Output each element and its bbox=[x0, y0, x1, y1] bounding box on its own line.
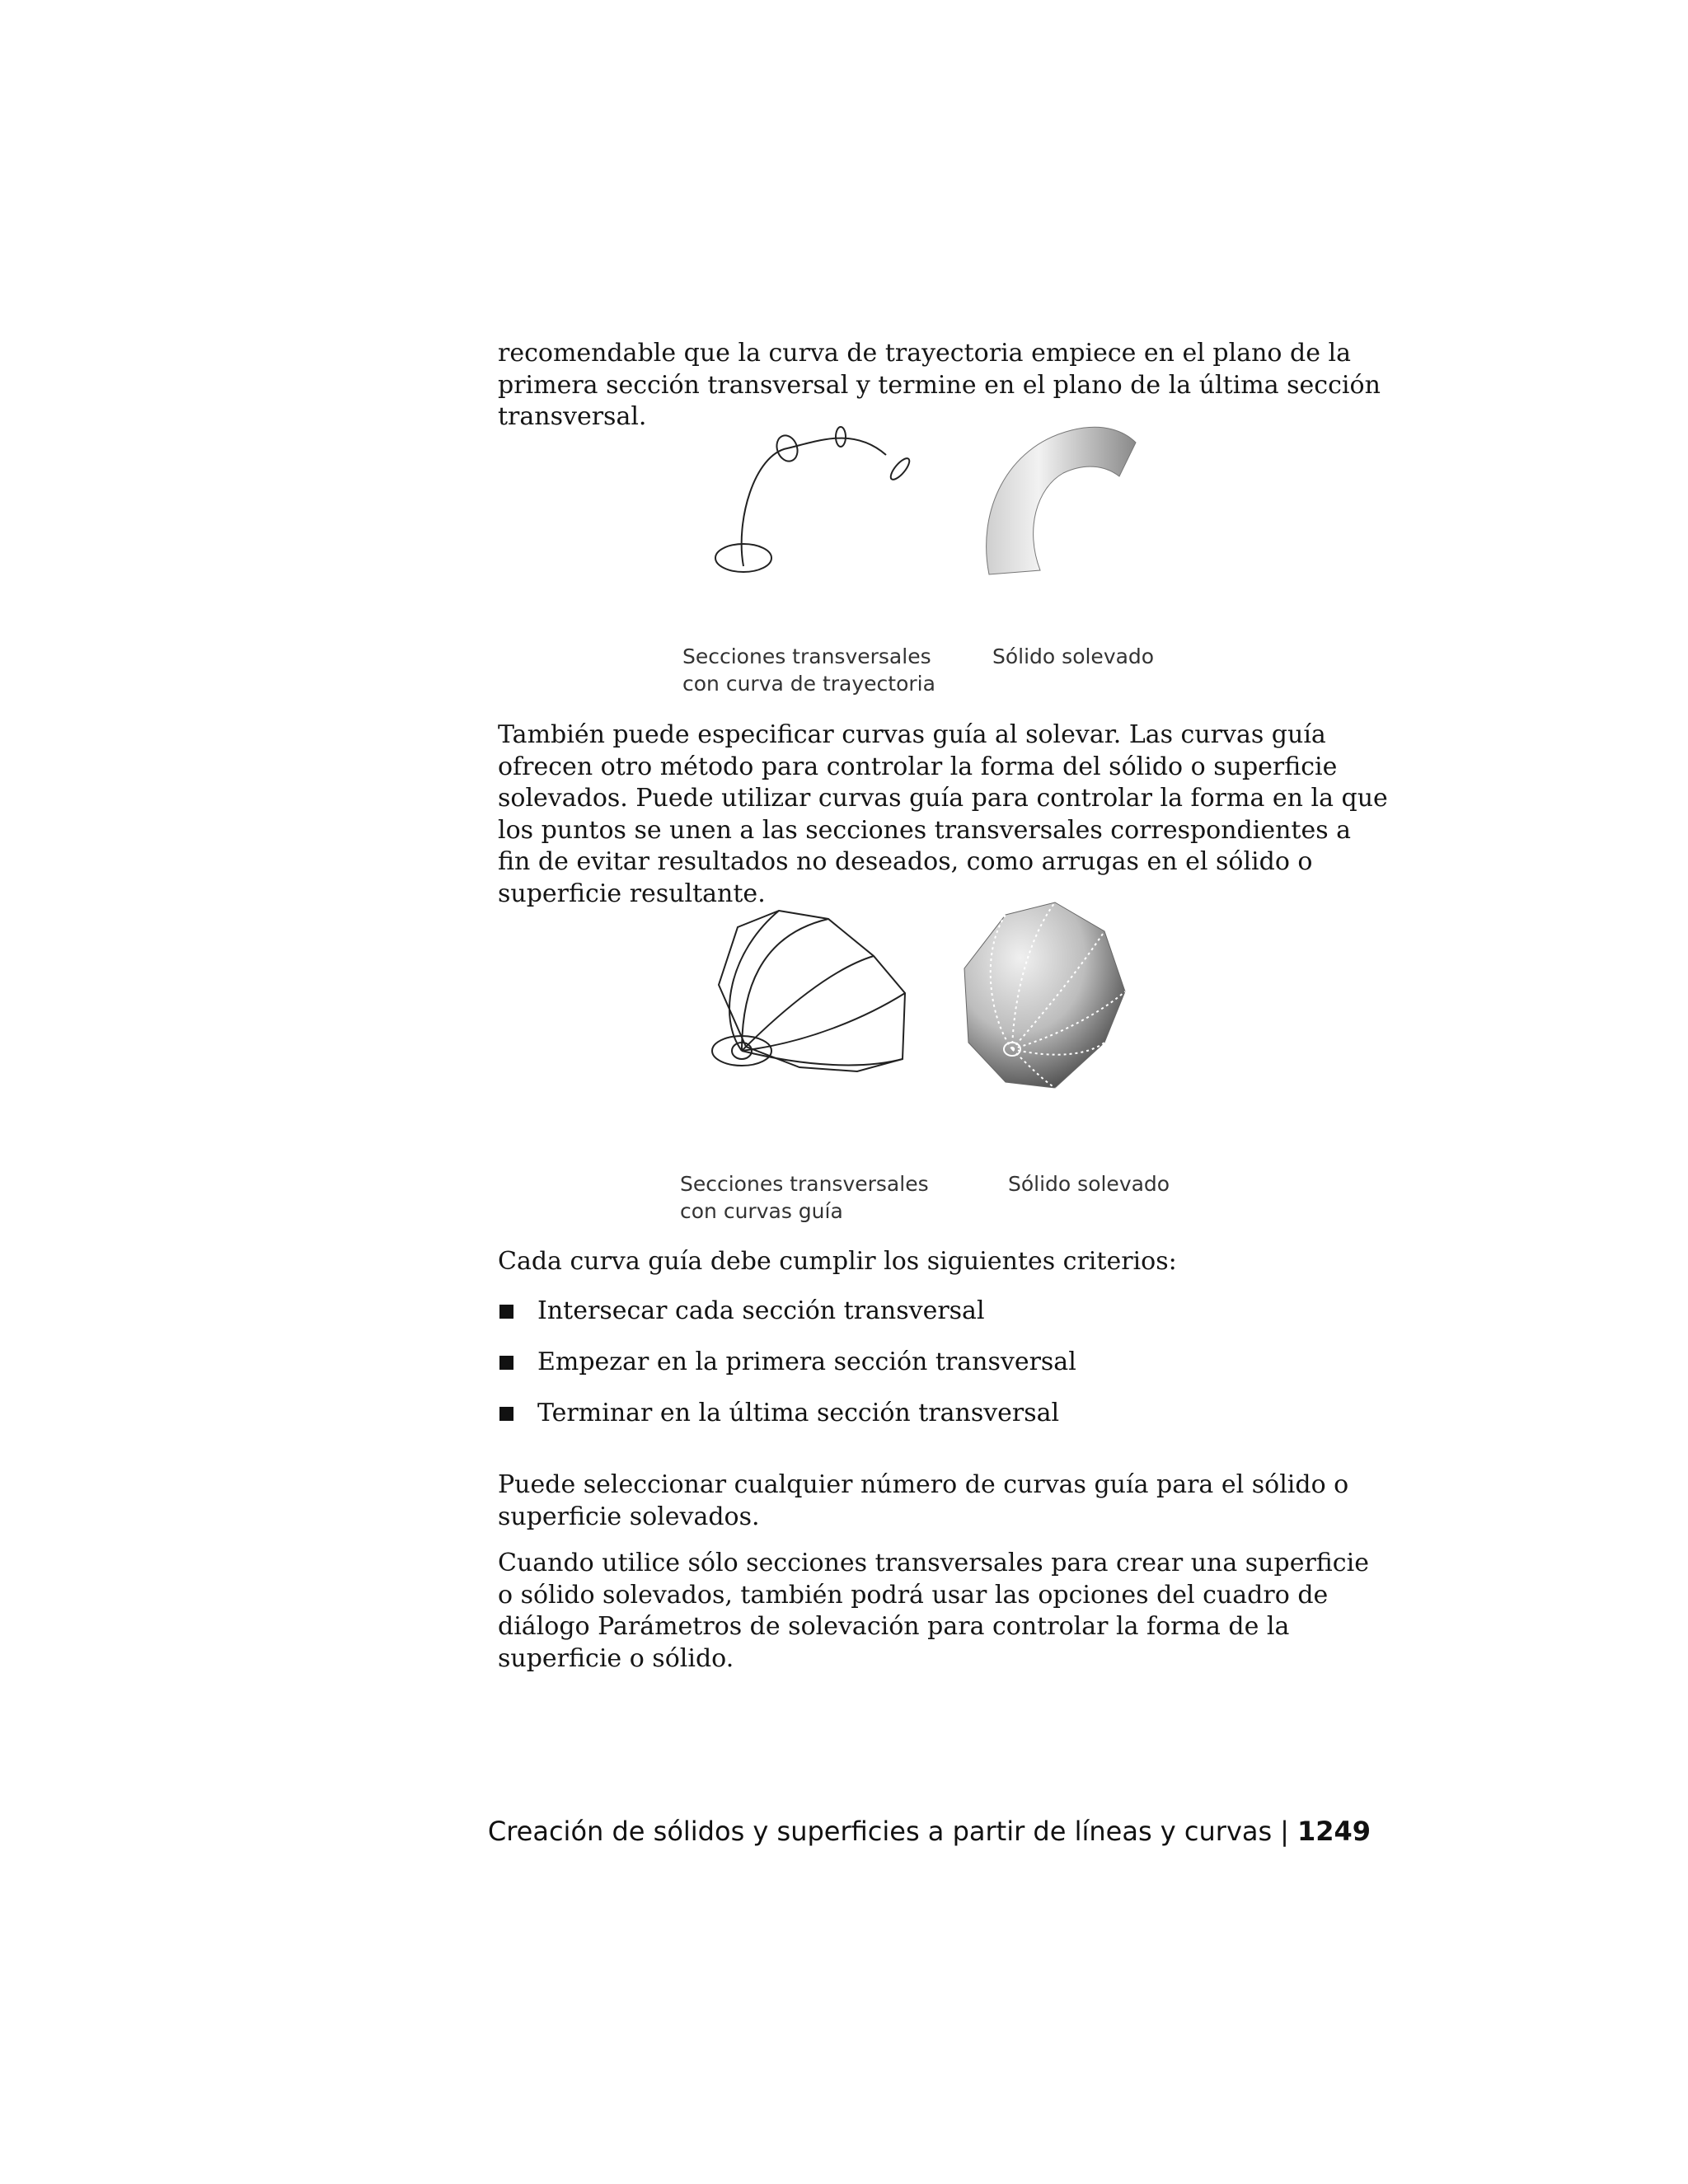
figure2-caption-left-line2: con curvas guía bbox=[680, 1199, 843, 1223]
list-item-text: Empezar en la primera sección transversal bbox=[537, 1347, 1076, 1376]
page-number: 1249 bbox=[1296, 1816, 1371, 1847]
list-item bbox=[498, 1398, 1076, 1449]
paragraph-loft-settings: Cuando utilice sólo secciones transversales para crear una superficie o sólido solevados, también podrá usar las opciones del cuadro de diálogo Parámetros de solevación para controlar la forma de la superficie o sólido. bbox=[498, 1549, 1369, 1673]
paragraph-guide-curves: También puede especificar curvas guía al solevar. Las curvas guía ofrecen otro método para controlar la forma del sólido o superficie solevados. Puede utilizar curvas guía para controlar la forma en la que los puntos se unen a las secciones transversales correspondientes a fin de evitar resultados no deseados, como arrugas en el sólido o superficie resultante. bbox=[498, 720, 1388, 908]
lofted-solid-sphere-drawing bbox=[964, 902, 1125, 1088]
list-item bbox=[498, 1296, 1076, 1347]
figure1-caption-right: Sólido solevado bbox=[992, 644, 1155, 668]
square-bullet-icon bbox=[499, 1356, 513, 1370]
figure2-caption-left bbox=[680, 1170, 929, 1225]
figure-path-curve-sections bbox=[709, 422, 1187, 587]
figure2-caption-right: Sólido solevado bbox=[1008, 1172, 1170, 1196]
figure2-caption-left-line1: Secciones transversales bbox=[680, 1172, 929, 1196]
cross-sections-with-guide-curves-drawing bbox=[712, 911, 905, 1071]
criteria-list bbox=[498, 1296, 1076, 1449]
paragraph-path-curve: recomendable que la curva de trayectoria empiece en el plano de la primera sección transversal y termine en el plano de la última sección transversal. bbox=[498, 339, 1381, 431]
footer-chapter-title: Creación de sólidos y superficies a partir de líneas y curvas bbox=[487, 1816, 1273, 1847]
figure1-caption-left-line2: con curva de trayectoria bbox=[682, 672, 935, 696]
list-item-text: Terminar en la última sección transversal bbox=[537, 1399, 1060, 1427]
figure-guide-curves-sections bbox=[709, 894, 1187, 1100]
paragraph-criteria-intro: Cada curva guía debe cumplir los siguientes criterios: bbox=[498, 1247, 1177, 1276]
paragraph-guide-count: Puede seleccionar cualquier número de curvas guía para el sólido o superficie solevados. bbox=[498, 1470, 1349, 1531]
page-footer bbox=[0, 1816, 1371, 1847]
list-item bbox=[498, 1347, 1076, 1398]
lofted-solid-tube-drawing bbox=[987, 427, 1136, 574]
footer-separator: | bbox=[1280, 1816, 1289, 1847]
square-bullet-icon bbox=[499, 1305, 513, 1319]
list-item-text: Intersecar cada sección transversal bbox=[537, 1296, 985, 1325]
square-bullet-icon bbox=[499, 1407, 513, 1421]
figure1-caption-left-line1: Secciones transversales bbox=[682, 644, 931, 668]
cross-sections-with-path-curve-drawing bbox=[715, 427, 912, 572]
figure1-caption-left bbox=[682, 643, 935, 697]
